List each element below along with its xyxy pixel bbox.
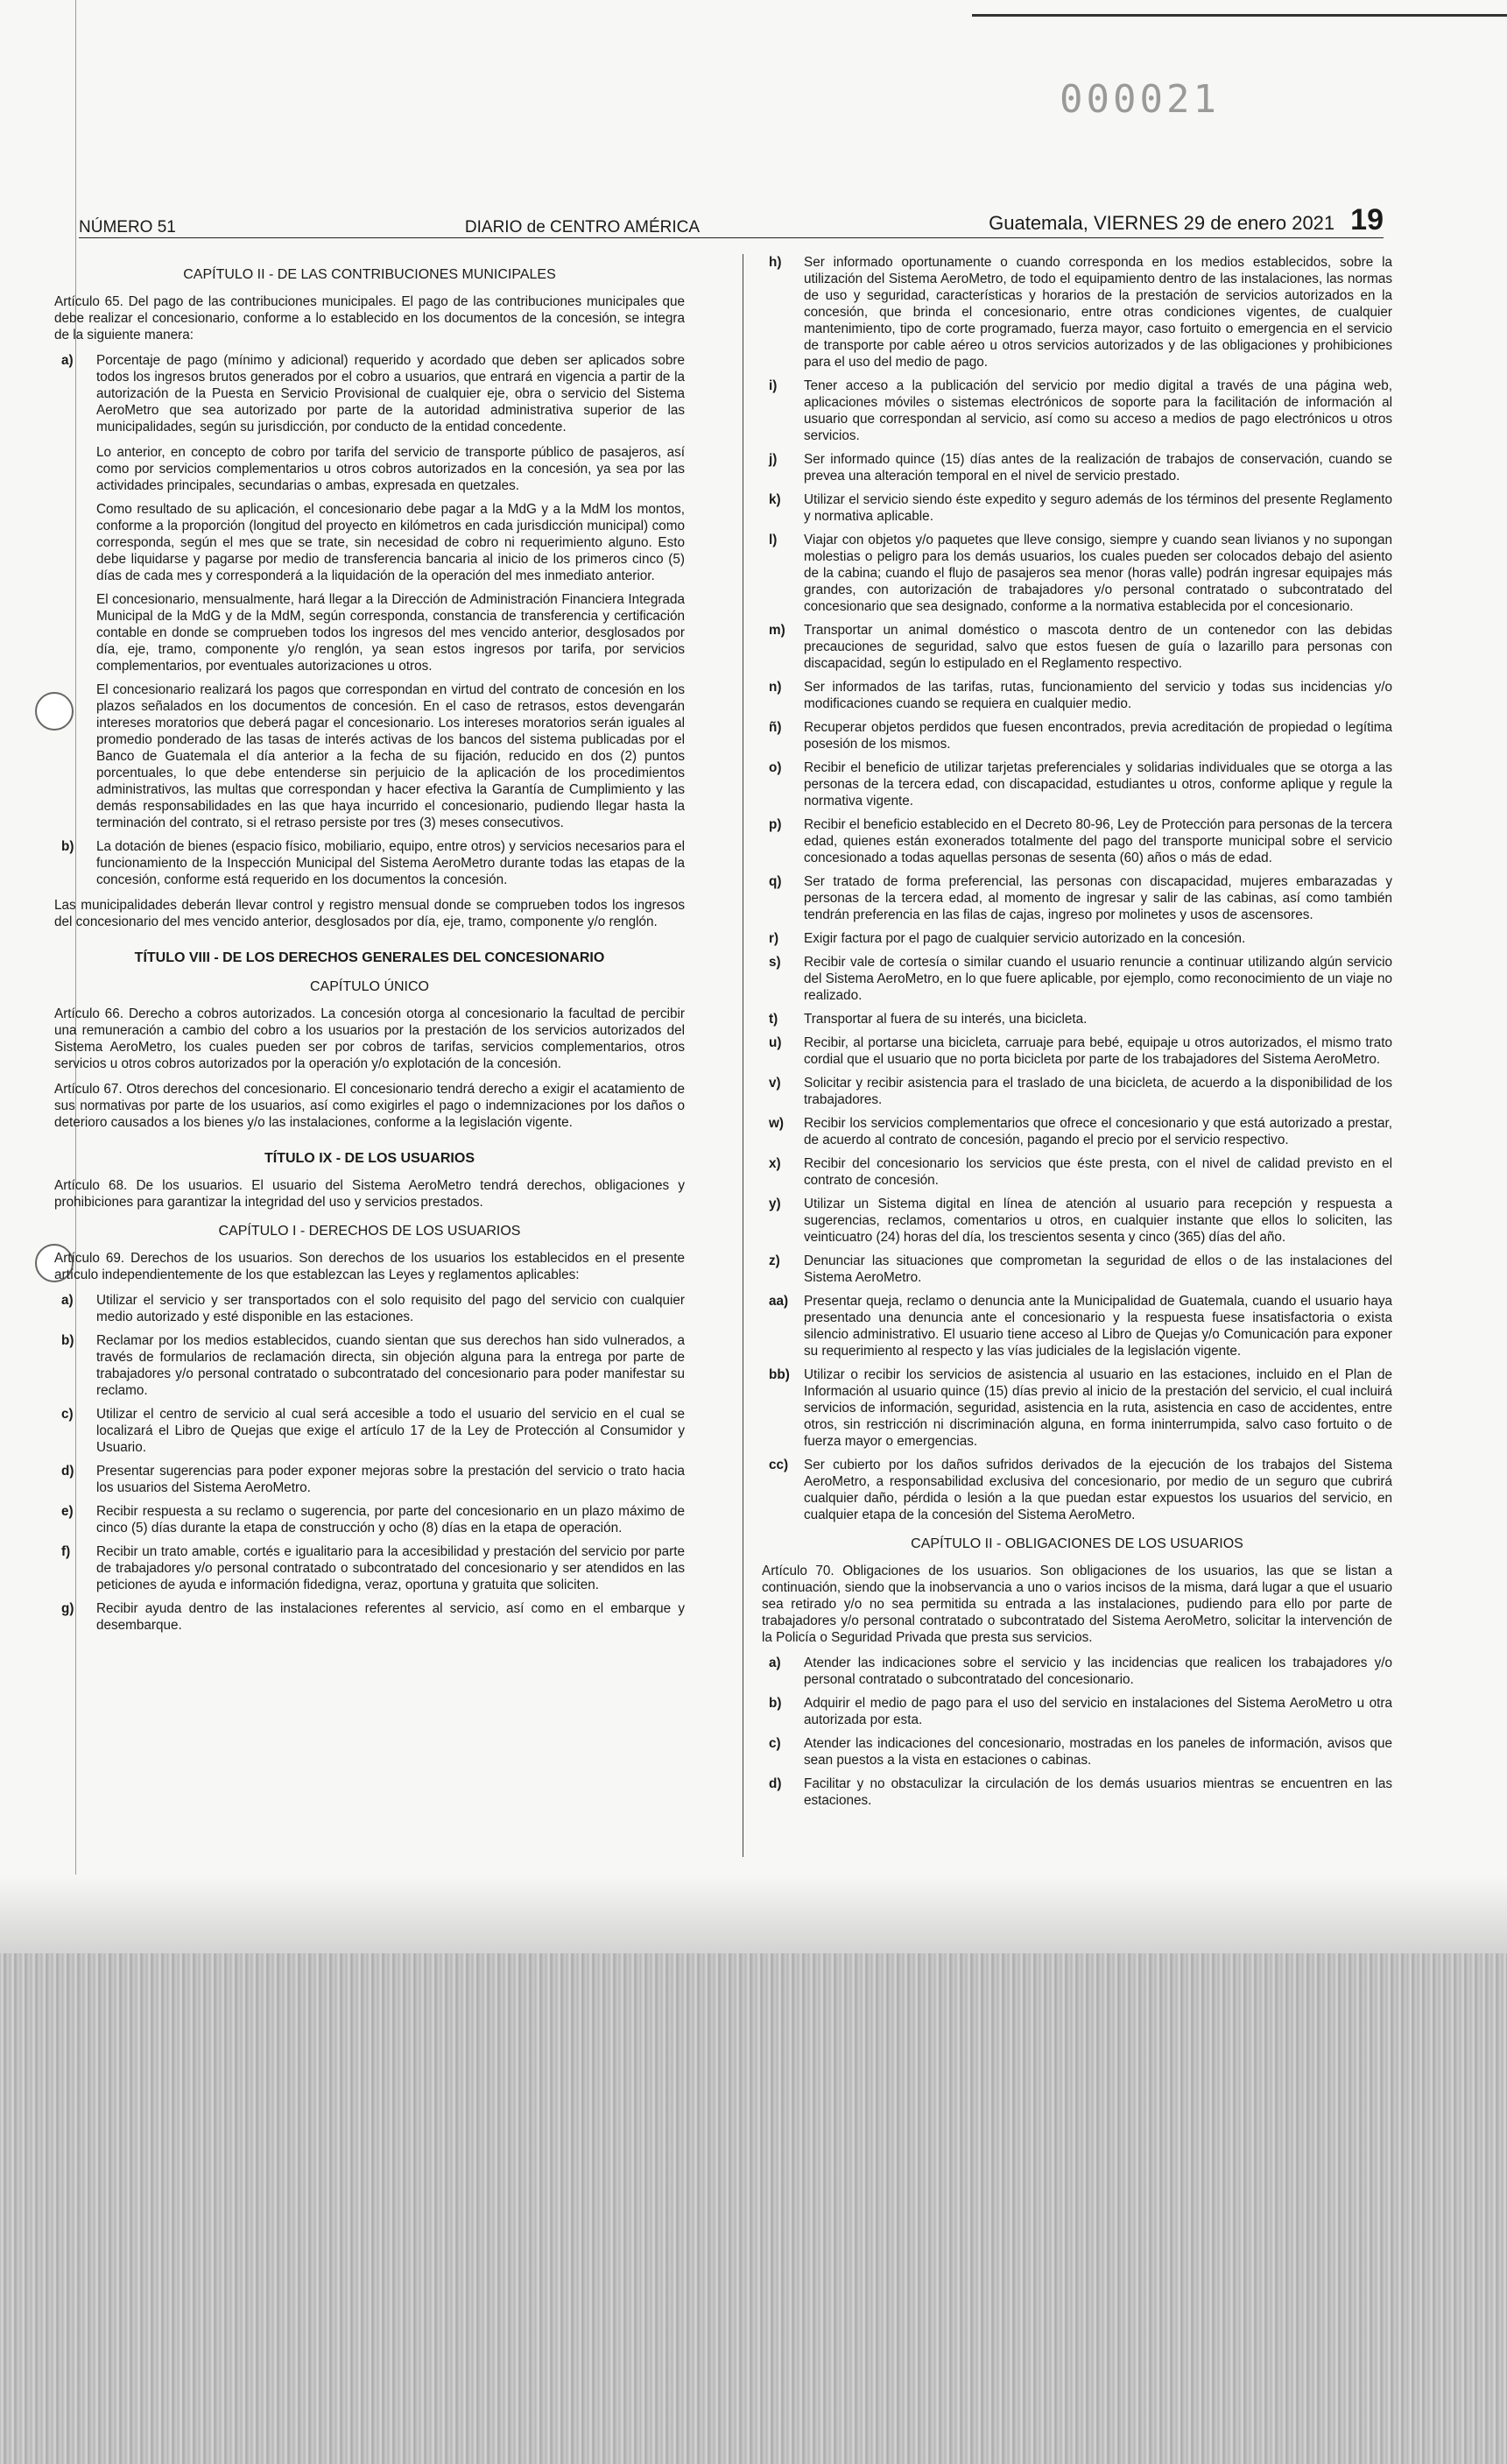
item-text: Atender las indicaciones sobre el servicio y las incidencias que realicen los trabajadores y/o personal contratado o subcontratado del concesionario.: [804, 1656, 1392, 1687]
list-item: [762, 622, 1392, 672]
list-item: [54, 1503, 685, 1536]
item-text: Utilizar o recibir los servicios de asistencia al usuario en las estaciones, incluido en el Plan de Información al usuario quince (15) días previo al inicio de la prestación del servicio, el cual incluirá servicios de información, seguridad, asistencia en la ruta, asistencia en caso de accidentes, entre otros, sin restricción ni discriminación alguna, en forma ininterrumpida, salvo caso fortuito o de fuerza mayor o emergencias.: [804, 1367, 1392, 1449]
item-text: Ser informados de las tarifas, rutas, funcionamiento del servicio y todas sus incidencias y/o modificaciones cuando se requiera en cualquier medio.: [804, 680, 1392, 711]
list-item: [762, 491, 1392, 525]
item-text: Utilizar el servicio siendo éste expedito y seguro además de los términos del presente Reglamento y normativa aplicable.: [804, 492, 1392, 524]
item-key: f): [61, 1544, 71, 1559]
item-key: i): [769, 378, 778, 393]
chapter-heading: CAPÍTULO II - DE LAS CONTRIBUCIONES MUNICIPALES: [183, 267, 556, 282]
item-text: Recibir el beneficio de utilizar tarjetas preferenciales y solidarias individuales que se otorga a las personas de la tercera edad, con discapacidad, estudiantes u otros, conforme aplique y regule la normativa vigente.: [804, 760, 1392, 808]
paragraph: El concesionario realizará los pagos que correspondan en virtud del contrato de concesión en los plazos señalados en los documentos de concesión. En el caso de retrasos, estos devengarán intereses moratorios que deberá pagar el concesionario. Los intereses moratorios serán iguales al promedio ponderado de las tasas de interés activas de los bancos del sistema publicadas por el Banco de Guatemala el día anterior a la fecha de su fijación, reducido en dos (2) puntos porcentuales, lo que debe entenderse sin perjuicio de la aplicación de los procedimientos administrativos, las multas que correspondan y hacer efectiva la Garantía de Cumplimiento y las demás responsabilidades en las que haya incurrido el concesionario, pudiendo llegar hasta la terminación del contrato, si el retraso persiste por tres (3) meses consecutivos.: [96, 682, 685, 830]
list-item: [762, 679, 1392, 712]
newspaper-name: DIARIO de CENTRO AMÉRICA: [464, 218, 701, 237]
title-heading: TÍTULO VIII - DE LOS DERECHOS GENERALES DEL CONCESIONARIO: [134, 950, 605, 965]
list-item: [762, 930, 1392, 947]
item-text: Facilitar y no obstaculizar la circulación de los demás usuarios mientras se encuentren en las estaciones.: [804, 1776, 1392, 1808]
article-66: Artículo 66. Derecho a cobros autorizados. La concesión otorga al concesionario la facultad de percibir una remuneración a cambio del cobro a los usuarios por la prestación de los servicios autorizados del Sistema AeroMetro, los cuales pueden ser por cobros de tarifas, servicios complementarios, otros servicios u otros cobros autorizados por la operación y/o explotación de la concesión.: [54, 1006, 685, 1071]
item-key: o): [769, 760, 782, 775]
item-text: Utilizar un Sistema digital en línea de atención al usuario para recepción y respuesta a sugerencias, reclamos, comentarios u otros, en cualquier instante que ellos lo soliciten, las veinticuatro (24) horas del día, los trescientos sesenta y cinco (365) días del año.: [804, 1197, 1392, 1245]
chapter-heading: CAPÍTULO I - DERECHOS DE LOS USUARIOS: [218, 1224, 521, 1239]
list-item: [762, 759, 1392, 809]
item-key: w): [769, 1116, 784, 1131]
list-item: [762, 954, 1392, 1004]
item-key: d): [61, 1464, 74, 1479]
list-item: [54, 352, 685, 435]
item-key: g): [61, 1601, 74, 1616]
paragraph: Lo anterior, en concepto de cobro por tarifa del servicio de transporte público de pasajeros, así como por servicios complementarios u otros cobros autorizados en la concesión, ya sea por las actividades principales, secundarias o ambas, expresada en quetzales.: [96, 445, 685, 493]
item-key: b): [769, 1696, 782, 1711]
article-65-items: [54, 838, 685, 888]
item-key: ñ): [769, 720, 782, 735]
item-key: e): [61, 1504, 74, 1519]
item-text: Ser informado oportunamente o cuando corresponda en los medios establecidos, sobre la utilización del Sistema AeroMetro, de todo el equipamiento dentro de las instalaciones, las normas de uso y seguridad, características y horarios de la prestación de servicios autorizados en la concesión, que brinda el concesionario, entre otras condiciones vigentes, de cualquier mantenimiento, tipo de corte programado, fuerza mayor, caso fortuito o emergencia en el servicio de transporte por cable aéreo u otros servicios autorizados y de las obligaciones y prohibiciones para el uso del medio de pago.: [804, 255, 1392, 370]
left-column: [54, 254, 685, 1642]
article-69: Artículo 69. Derechos de los usuarios. Son derechos de los usuarios los establecidos en el presente artículo independientemente de los que establezcan las Leyes y reglamentos aplicables:: [54, 1251, 685, 1282]
item-key: x): [769, 1156, 781, 1171]
article-70-items: [762, 1655, 1392, 1809]
item-text: Exigir factura por el pago de cualquier servicio autorizado en la concesión.: [804, 931, 1246, 946]
item-key: t): [769, 1012, 778, 1027]
item-key: a): [61, 1293, 74, 1308]
list-item: [762, 1011, 1392, 1027]
list-item: [762, 1457, 1392, 1523]
item-text: Porcentaje de pago (mínimo y adicional) requerido y acordado que deben ser aplicados sobre todos los ingresos brutos generados por el cobro a usuarios, que entrará en vigencia a partir de la autorización de la Puesta en Servicio Provisional de cualquier eje, obra o servicio del Sistema AeroMetro que sea autorizado por parte de la autoridad administrativa superior de las municipalidades, según su jurisdicción, por conducto de la entidad concedente.: [96, 353, 685, 434]
chapter-heading: CAPÍTULO ÚNICO: [309, 979, 429, 994]
list-item: [762, 1034, 1392, 1068]
scanner-noise-band: [0, 1953, 1507, 2464]
list-item: [762, 378, 1392, 444]
scan-shadow: [0, 1874, 1507, 1962]
item-key: aa): [769, 1294, 789, 1309]
item-text: Utilizar el centro de servicio al cual será accesible a todo el usuario del servicio en el cual se localizará el Libro de Quejas que exige el artículo 17 de la Ley de Protección al Consumidor y Usuario.: [96, 1407, 685, 1455]
item-text: Denunciar las situaciones que comprometan la seguridad de ellos o de las instalaciones del Sistema AeroMetro.: [804, 1253, 1392, 1285]
item-text: Recibir los servicios complementarios que ofrece el concesionario y que está autorizado a prestar, de acuerdo al contrato de concesión, pagando el precio por el servicio respectivo.: [804, 1116, 1392, 1147]
article-68: Artículo 68. De los usuarios. El usuario del Sistema AeroMetro tendrá derechos, obligaciones y prohibiciones para garantizar la integridad del uso y servicios prestados.: [54, 1178, 685, 1210]
item-key: s): [769, 955, 781, 970]
list-item: [762, 1196, 1392, 1246]
list-item: [762, 1075, 1392, 1108]
item-key: b): [61, 839, 74, 854]
item-text: Recibir respuesta a su reclamo o sugerencia, por parte del concesionario en un plazo máximo de cinco (5) días durante la etapa de construcción y ocho (8) días en la etapa de operación.: [96, 1504, 685, 1536]
top-border: [972, 14, 1507, 17]
item-text: Utilizar el servicio y ser transportados con el solo requisito del pago del servicio con cualquier medio autorizado y esté disponible en las estaciones.: [96, 1293, 685, 1324]
item-text: Presentar sugerencias para poder exponer mejoras sobre la prestación del servicio o trato hacia los usuarios del Sistema AeroMetro.: [96, 1464, 685, 1495]
folio-stamp: 000021: [1060, 77, 1220, 122]
item-key: c): [61, 1407, 74, 1422]
article-65: Artículo 65. Del pago de las contribuciones municipales. El pago de las contribuciones municipales que debe realizar el concesionario, conforme a lo establecido en los documentos de la concesión, se integra de la siguiente manera:: [54, 294, 685, 342]
item-key: z): [769, 1253, 780, 1268]
item-text: Solicitar y recibir asistencia para el traslado de una bicicleta, de acuerdo a la disponibilidad de los trabajadores.: [804, 1076, 1392, 1107]
item-text: Recibir vale de cortesía o similar cuando el usuario renuncie a continuar utilizando algún servicio del Sistema AeroMetro, en lo que fuere aplicable, por ejemplo, como reconocimiento de un viaje no realizado.: [804, 955, 1392, 1003]
article-70: Artículo 70. Obligaciones de los usuarios. Son obligaciones de los usuarios, las que se listan a continuación, siendo que la inobservancia a uno o varios incisos de la misma, dará lugar a que el usuario sea retirado y/o no sea permitida su entrada a las instalaciones, pudiendo para ello por parte de trabajadores y/o personal contratado o subcontratado del Sistema AeroMetro, solicitar la intervención de la Policía o Seguridad Privada que presta sus servicios.: [762, 1564, 1392, 1645]
issue-date: Guatemala, VIERNES 29 de enero 2021: [989, 212, 1335, 234]
list-item: [54, 1463, 685, 1496]
item-key: b): [61, 1333, 74, 1348]
item-key: y): [769, 1197, 781, 1211]
item-text: Viajar con objetos y/o paquetes que lleve consigo, siempre y cuando sean livianos y no supongan molestias o peligro para los demás usuarios, los cuales pueden ser colocados debajo del asiento de la cabina; cuando el flujo de pasajeros sea menor (horas valle) podrán ingresar equipajes más grandes, con autorización de trabajadores y/o personal contratado o subcontratado del concesionario que sea designado, conforme a la normativa establecida por el concesionario.: [804, 533, 1392, 614]
item-text: Recibir, al portarse una bicicleta, carruaje para bebé, equipaje u otros autorizados, el mismo trato cordial que el usuario que no porta bicicleta por parte de los trabajadores del Sistema AeroMetro.: [804, 1035, 1392, 1067]
item-text: Transportar un animal doméstico o mascota dentro de un contenedor con las debidas precauciones de seguridad, salvo que estos fuesen de guía o lazarillo para personas con discapacidad, según lo estipulado en el Reglamento respectivo.: [804, 623, 1392, 671]
item-key: h): [769, 255, 782, 270]
article-67: Artículo 67. Otros derechos del concesionario. El concesionario tendrá derecho a exigir el acatamiento de sus normativas por parte de los usuarios, así como exigirles el pago o indemnizaciones por los daños o deterioro causados a los bienes y/o las instalaciones, conforme a la legislación vigente.: [54, 1082, 685, 1130]
list-item: [54, 1600, 685, 1634]
article-69-items: [54, 1292, 685, 1634]
list-item: [762, 1655, 1392, 1688]
item-text: Tener acceso a la publicación del servicio por medio digital a través de una página web, aplicaciones móviles o sistemas electrónicos de soporte para la facilitación de información al usuario que correspondan al servicio, así como su acceso a medios de pago electrónicos u otros servicios.: [804, 378, 1392, 443]
item-text: Reclamar por los medios establecidos, cuando sientan que sus derechos han sido vulnerados, a través de formularios de reclamación directa, sin objeción alguna para la entrega por parte de trabajadores y/o personal contratado o subcontratado del concesionario para poder manifestar su reclamo.: [96, 1333, 685, 1398]
item-text: Recibir un trato amable, cortés e igualitario para la accesibilidad y prestación del servicio por parte de trabajadores y/o personal contratado o subcontratado del concesionario y ser atendidos en las peticiones de ayuda e información fidedigna, veraz, oportuna y gratuita que soliciten.: [96, 1544, 685, 1592]
paragraph: Las municipalidades deberán llevar control y registro mensual donde se comprueben todos los ingresos del concesionario del mes vencido anterior, desglosados por día, eje, tramo, componente y/o renglón.: [54, 898, 685, 929]
list-item: [762, 254, 1392, 371]
list-item: [762, 873, 1392, 923]
list-item: [762, 816, 1392, 866]
list-item: [54, 1292, 685, 1325]
list-item: [762, 1155, 1392, 1189]
item-key: r): [769, 931, 779, 946]
list-item: [762, 1776, 1392, 1809]
item-text: La dotación de bienes (espacio físico, mobiliario, equipo, entre otros) y servicios necesarios para el funcionamiento de la Inspección Municipal del Sistema AeroMetro durante todas las etapas de la concesión, conforme está requerido en los documentos la concesión.: [96, 839, 685, 887]
item-key: bb): [769, 1367, 790, 1382]
list-item: [54, 1332, 685, 1399]
item-key: n): [769, 680, 782, 695]
item-key: j): [769, 452, 778, 467]
article-69-items-continued: [762, 254, 1392, 1523]
issue-number: NÚMERO 51: [79, 218, 176, 237]
list-item: [54, 838, 685, 888]
list-item: [762, 719, 1392, 752]
right-column: [762, 254, 1392, 1818]
list-item: [762, 1695, 1392, 1728]
item-text: Recibir ayuda dentro de las instalaciones referentes al servicio, así como en el embarque y desembarque.: [96, 1601, 685, 1633]
list-item: [762, 451, 1392, 484]
date-and-page: [989, 203, 1384, 237]
item-text: Ser tratado de forma preferencial, las personas con discapacidad, mujeres embarazadas y personas de la tercera edad, al momento de ingresar y salir de las cabinas, así como también tendrán preferencia en las filas de cajas, ingreso por molinetes y usos de ascensores.: [804, 874, 1392, 922]
list-item: [54, 1543, 685, 1593]
item-key: d): [769, 1776, 782, 1791]
list-item: [762, 1115, 1392, 1148]
paragraph: El concesionario, mensualmente, hará llegar a la Dirección de Administración Financiera Integrada Municipal de la MdG y de la MdM, según corresponda, constancia de transferencia y certificación contable en donde se comprueben todos los ingresos del mes vencido anterior, desglosados por día, eje, tramo, componente y/o renglón, ya sean estos ingresos por tarifa, por servicios complementarios, por eventuales autorizaciones u otros.: [96, 592, 685, 674]
item-key: c): [769, 1736, 781, 1751]
item-key: a): [769, 1656, 781, 1670]
page-header: [79, 203, 1384, 238]
page-number: 19: [1350, 203, 1384, 237]
list-item: [762, 1366, 1392, 1450]
list-item: [762, 1253, 1392, 1286]
item-key: q): [769, 874, 782, 889]
item-text: Atender las indicaciones del concesionario, mostradas en los paneles de información, avisos que sean puestos a la vista en estaciones o cabinas.: [804, 1736, 1392, 1768]
item-text: Adquirir el medio de pago para el uso del servicio en instalaciones del Sistema AeroMetro u otra autorizada por esta.: [804, 1696, 1392, 1727]
item-key: l): [769, 533, 778, 547]
item-text: Ser informado quince (15) días antes de la realización de trabajos de conservación, cuando se prevea una alteración temporal en el nivel de servicio prestado.: [804, 452, 1392, 484]
item-text: Recibir el beneficio establecido en el Decreto 80-96, Ley de Protección para personas de la tercera edad, quienes están exonerados totalmente del pago del transporte municipal sobre el servicio concesionado a todas aquellas personas de sesenta (60) años o más de edad.: [804, 817, 1392, 865]
list-item: [762, 532, 1392, 615]
title-heading: TÍTULO IX - DE LOS USUARIOS: [264, 1151, 475, 1166]
item-key: cc): [769, 1458, 789, 1472]
chapter-heading: CAPÍTULO II - OBLIGACIONES DE LOS USUARIOS: [911, 1536, 1243, 1551]
item-text: Presentar queja, reclamo o denuncia ante la Municipalidad de Guatemala, cuando el usuario haya presentado una denuncia ante el concesionario y la respuesta fuese insatisfactoria o exista silencio administrativo. El usuario tiene acceso al Libro de Quejas y/o Comunicación para exponer su requerimiento al respecto y las vías judiciales de la legislación vigente.: [804, 1294, 1392, 1359]
item-text: Recuperar objetos perdidos que fuesen encontrados, previa acreditación de propiedad o legítima posesión de los mismos.: [804, 720, 1392, 752]
item-key: m): [769, 623, 785, 638]
article-65-items: [54, 352, 685, 435]
item-text: Ser cubierto por los daños sufridos derivados de la ejecución de los trabajos del Sistema AeroMetro, a responsabilidad exclusiva del concesionario, por medio de un seguro que cubrirá cualquier daño, pérdida o lesión a la que puedan estar expuestos los usuarios del servicio, en cualquier etapa de la concesión del Sistema AeroMetro.: [804, 1458, 1392, 1522]
list-item: [762, 1735, 1392, 1769]
list-item: [54, 1406, 685, 1456]
item-text: Recibir del concesionario los servicios que éste presta, con el nivel de calidad previsto en el contrato de concesión.: [804, 1156, 1392, 1188]
item-text: Transportar al fuera de su interés, una bicicleta.: [804, 1012, 1088, 1027]
item-key: v): [769, 1076, 781, 1091]
item-key: k): [769, 492, 781, 507]
list-item: [762, 1293, 1392, 1359]
paragraph: Como resultado de su aplicación, el concesionario debe pagar a la MdG y a la MdM los montos, conforme a la proporción (longitud del proyecto en kilómetros en cada jurisdicción municipal) como corresponda, según el mes que se trate, sin necesidad de cobro ni requerimiento alguno. Esto debe liquidarse y pagarse por medio de transferencia bancaria al inicio de los primeros cinco (5) días de cada mes y corresponderá a la liquidación de la operación del mes inmediato anterior.: [96, 502, 685, 583]
item-key: u): [769, 1035, 782, 1050]
item-key: p): [769, 817, 782, 832]
item-key: a): [61, 353, 74, 368]
